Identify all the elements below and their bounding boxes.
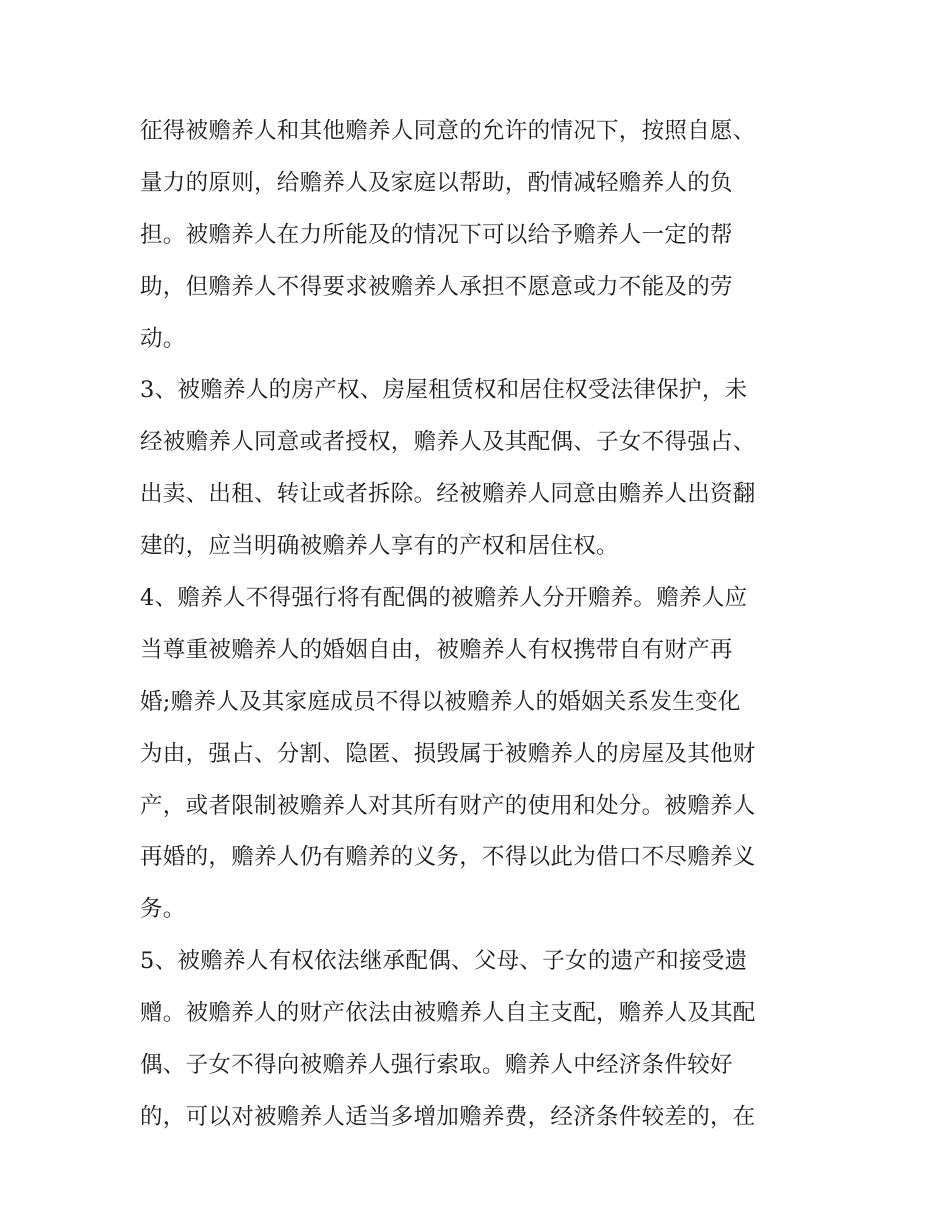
text-line: 助，但赡养人不得要求被赡养人承担不愿意或力不能及的劳 bbox=[140, 273, 733, 300]
text-line: 动。 bbox=[140, 325, 186, 352]
text-line: 5、被赡养人有权依法继承配偶、父母、子女的遗产和接受遗 bbox=[140, 948, 748, 975]
text-line: 经被赡养人同意或者授权，赡养人及其配偶、子女不得强占、 bbox=[140, 429, 756, 456]
text-line: 婚;赡养人及其家庭成员不得以被赡养人的婚姻关系发生变化 bbox=[140, 688, 741, 715]
text-line: 为由，强占、分割、隐匿、损毁属于被赡养人的房屋及其他财 bbox=[140, 740, 756, 767]
text-line: 当尊重被赡养人的婚姻自由，被赡养人有权携带自有财产再 bbox=[140, 636, 733, 663]
text-line: 征得被赡养人和其他赡养人同意的允许的情况下，按照自愿、 bbox=[140, 118, 756, 144]
text-line: 务。 bbox=[140, 896, 186, 923]
text-line: 建的，应当明确被赡养人享有的产权和居住权。 bbox=[140, 533, 619, 560]
text-line: 赠。被赡养人的财产依法由被赡养人自主支配，赡养人及其配 bbox=[140, 1000, 756, 1027]
text-line: 担。被赡养人在力所能及的情况下可以给予赡养人一定的帮 bbox=[140, 221, 733, 248]
text-line: 的，可以对被赡养人适当多增加赡养费，经济条件较差的，在 bbox=[140, 1103, 756, 1130]
text-line: 偶、子女不得向被赡养人强行索取。赡养人中经济条件较好 bbox=[140, 1052, 733, 1079]
text-line: 产，或者限制被赡养人对其所有财产的使用和处分。被赡养人 bbox=[140, 792, 756, 819]
text-line: 4、赡养人不得强行将有配偶的被赡养人分开赡养。赡养人应 bbox=[140, 585, 748, 612]
text-line: 再婚的，赡养人仍有赡养的义务，不得以此为借口不尽赡养义 bbox=[140, 844, 756, 871]
body-text bbox=[140, 106, 820, 1144]
text-line: 量力的原则，给赡养人及家庭以帮助，酌情减轻赡养人的负 bbox=[140, 169, 733, 196]
text-line: 3、被赡养人的房产权、房屋租赁权和居住权受法律保护，未 bbox=[140, 377, 748, 404]
text-line: 出卖、出租、转让或者拆除。经被赡养人同意由赡养人出资翻 bbox=[140, 481, 756, 508]
